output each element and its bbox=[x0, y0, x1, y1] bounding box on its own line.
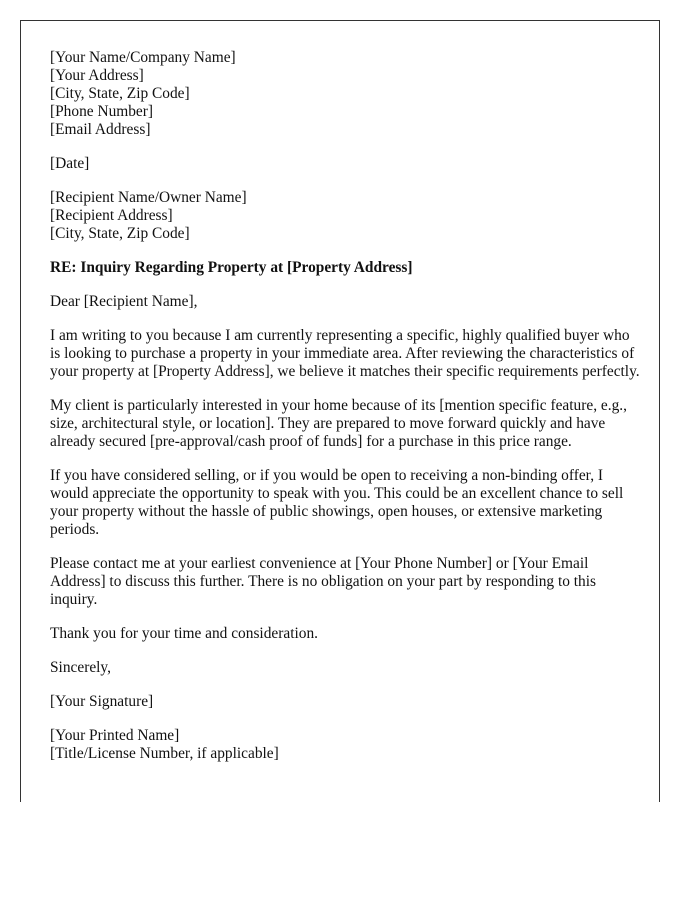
date: [Date] bbox=[50, 155, 90, 172]
recipient-block bbox=[50, 189, 640, 243]
signature: [Your Signature] bbox=[50, 693, 154, 710]
closing: Sincerely, bbox=[50, 659, 111, 676]
body-paragraph-1: I am writing to you because I am currently representing a specific, highly qualified buyer who is looking to purchase a property in your immediate area. After reviewing the characteristics of your property at [Property Address], we believe it matches their specific requirements perfectly. bbox=[50, 327, 640, 380]
printed-name: [Your Printed Name] bbox=[50, 727, 180, 744]
sender-email: [Email Address] bbox=[50, 121, 151, 138]
sender-address: [Your Address] bbox=[50, 67, 144, 84]
salutation: Dear [Recipient Name], bbox=[50, 293, 198, 310]
sender-name: [Your Name/Company Name] bbox=[50, 49, 236, 66]
letter-content bbox=[50, 49, 640, 779]
body-paragraph-4: Please contact me at your earliest convenience at [Your Phone Number] or [Your Email Address] to discuss this further. There is no obligation on your part by responding to this inquiry. bbox=[50, 555, 597, 608]
recipient-name: [Recipient Name/Owner Name] bbox=[50, 189, 247, 206]
body-paragraph-2: My client is particularly interested in your home because of its [mention specific feature, e.g., size, architectural style, or location]. They are prepared to move forward quickly and have already secured [pre-approval/cash proof of funds] for a purchase in this price range. bbox=[50, 397, 627, 450]
sender-phone: [Phone Number] bbox=[50, 103, 154, 120]
sender-city-state-zip: [City, State, Zip Code] bbox=[50, 85, 190, 102]
title-license: [Title/License Number, if applicable] bbox=[50, 745, 279, 762]
sender-block bbox=[50, 49, 640, 139]
recipient-city-state-zip: [City, State, Zip Code] bbox=[50, 225, 190, 242]
subject-line: RE: Inquiry Regarding Property at [Property Address] bbox=[50, 259, 413, 276]
body-paragraph-3: If you have considered selling, or if you would be open to receiving a non-binding offer, I would appreciate the opportunity to speak with you. This could be an excellent chance to sell your property without the hassle of public showings, open houses, or extensive marketing periods. bbox=[50, 467, 624, 538]
letter-page bbox=[20, 20, 660, 802]
signature-block bbox=[50, 727, 640, 763]
thanks-line: Thank you for your time and consideration. bbox=[50, 625, 318, 642]
recipient-address: [Recipient Address] bbox=[50, 207, 173, 224]
